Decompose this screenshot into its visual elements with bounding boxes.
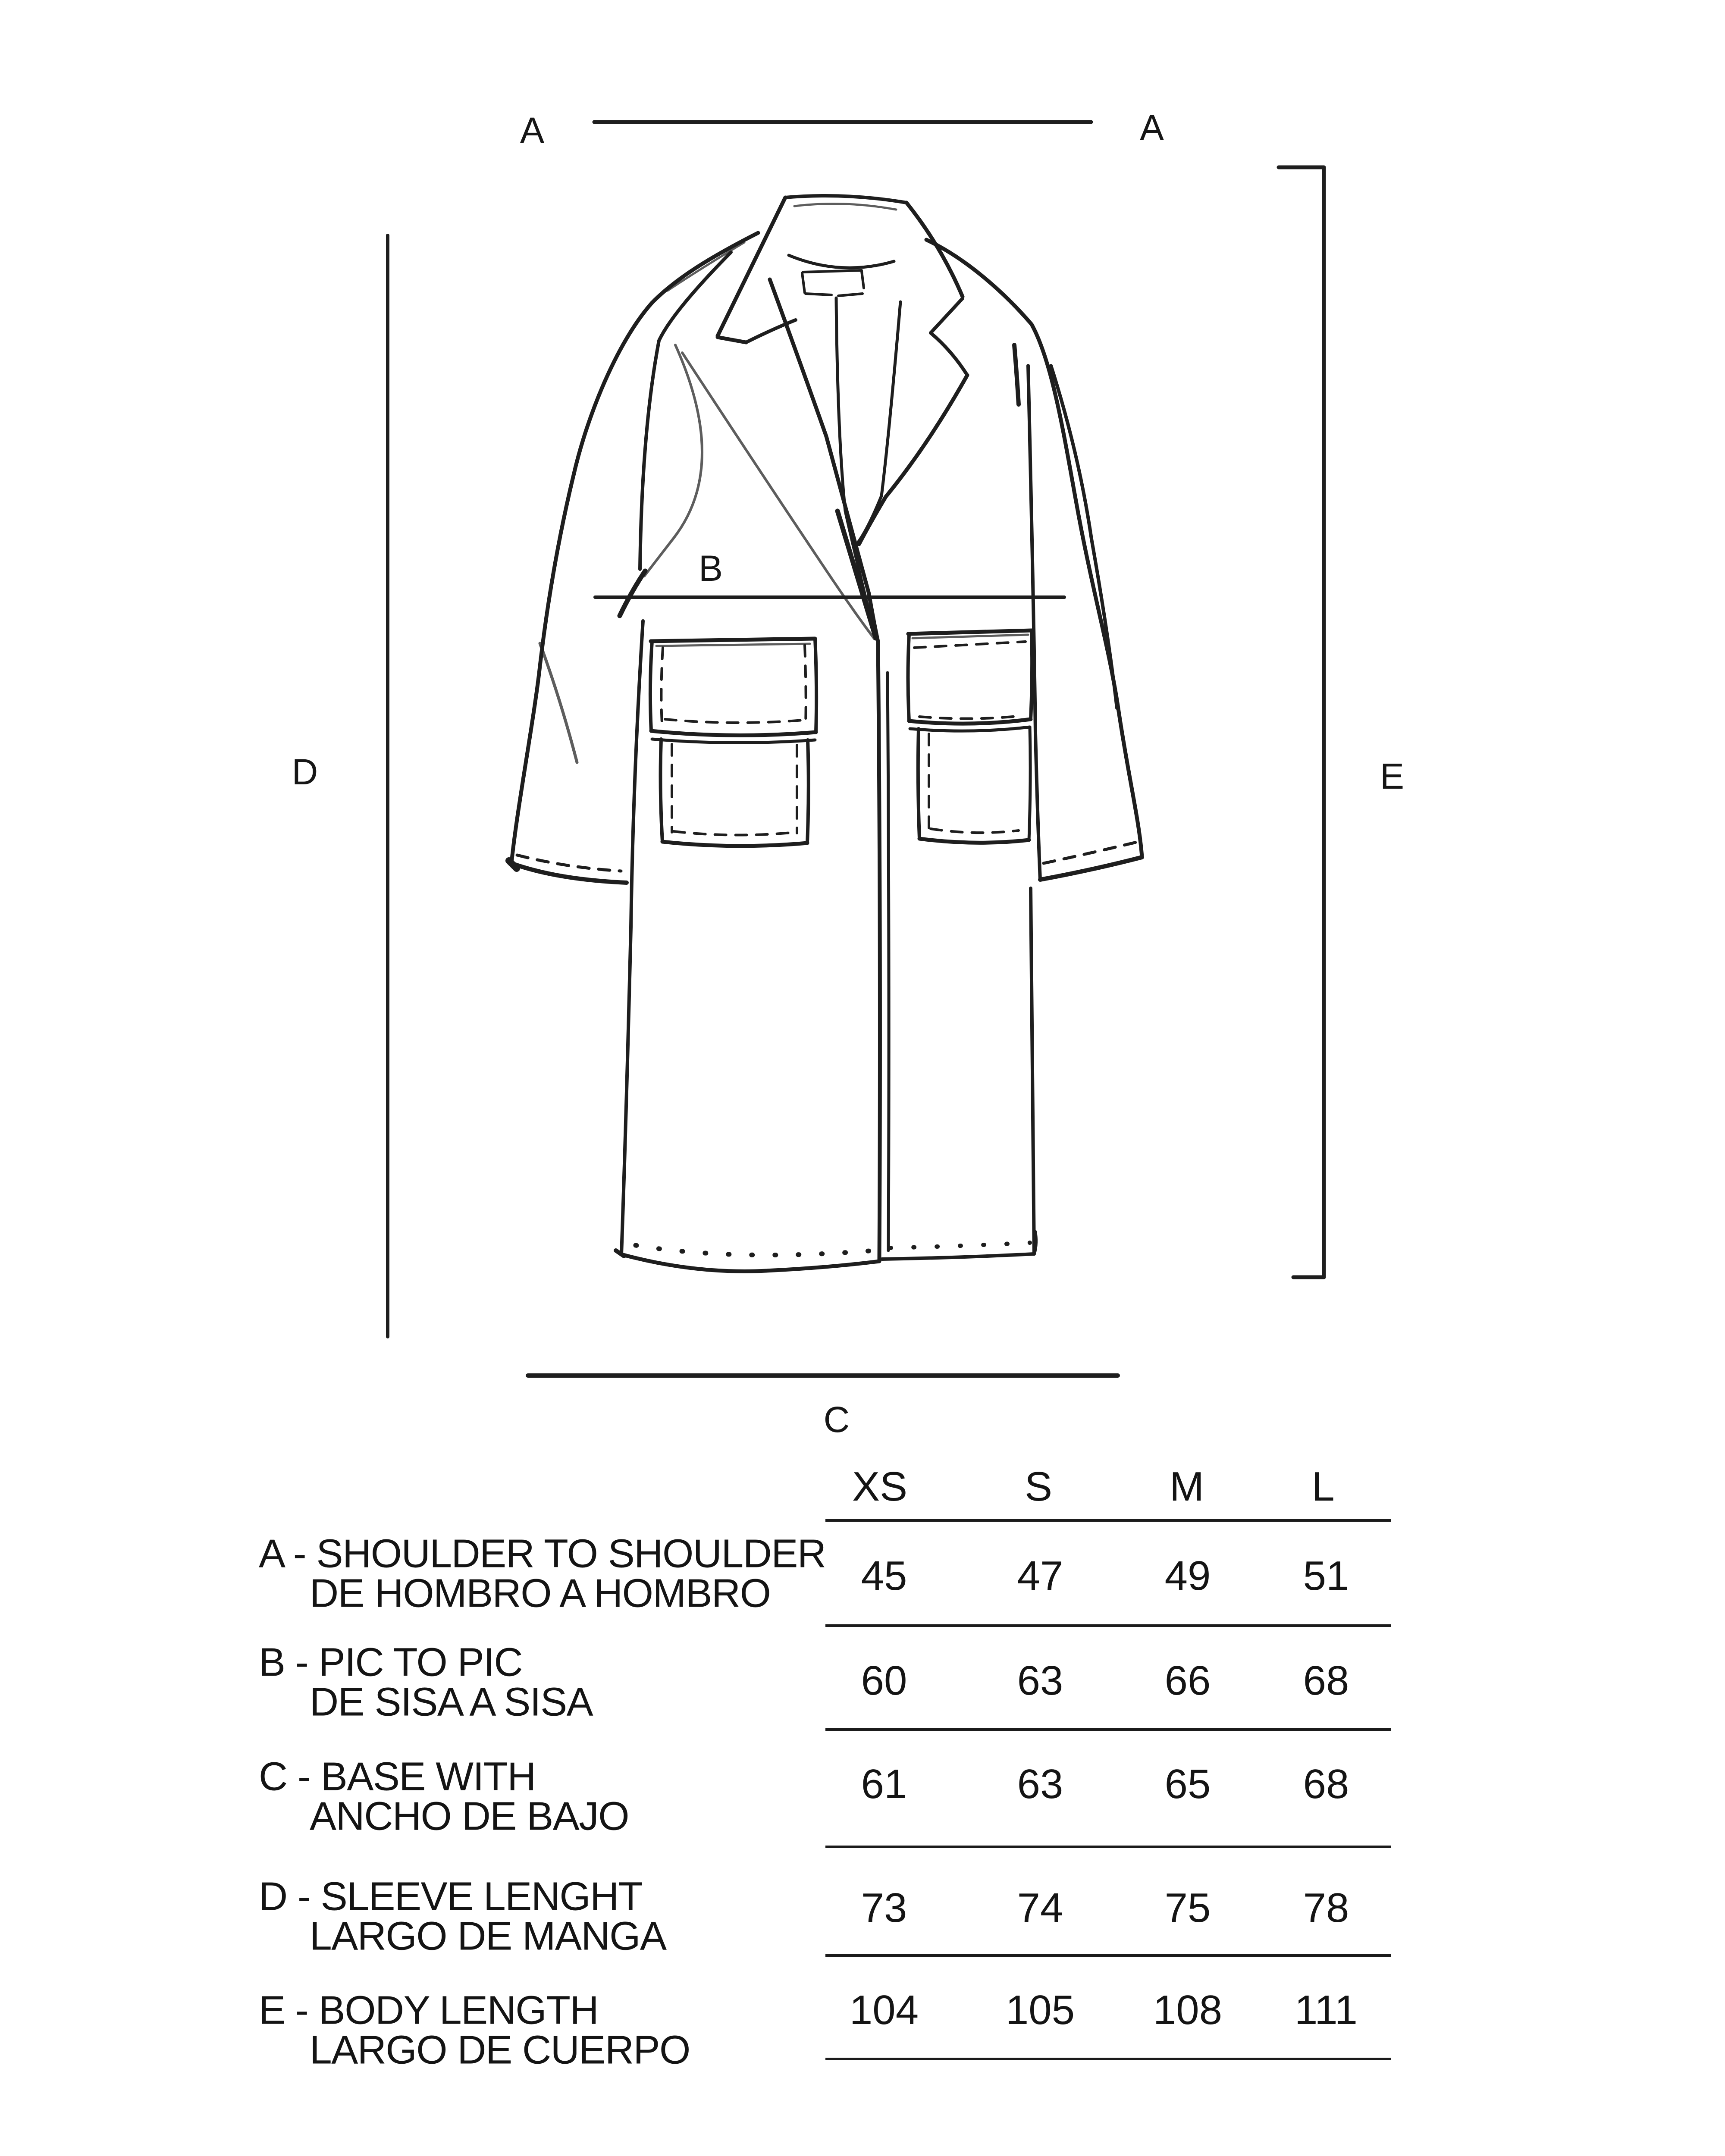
measurement-value: 47	[1017, 1553, 1063, 1599]
dim-label-b: B	[698, 548, 723, 589]
measurement-value: 49	[1164, 1553, 1211, 1599]
measurement-value: 66	[1164, 1658, 1211, 1704]
dim-label-d: D	[292, 752, 318, 792]
coat-body	[621, 252, 1034, 1254]
size-column-header-s: S	[1024, 1463, 1053, 1510]
measurement-value: 105	[1005, 1987, 1075, 2033]
dim-label-e: E	[1380, 756, 1405, 796]
size-column-header-xs: XS	[852, 1463, 908, 1510]
measurement-value: 104	[849, 1987, 919, 2033]
measurement-value: 78	[1303, 1885, 1349, 1931]
coat-left-pocket	[650, 639, 816, 846]
table-rule	[825, 2058, 1391, 2060]
measurement-label-en: A - SHOULDER TO SHOULDER	[259, 1531, 826, 1576]
measurement-label-es: LARGO DE MANGA	[310, 1913, 666, 1959]
coat-right-sleeve	[926, 240, 1142, 880]
measurement-value: 68	[1303, 1761, 1349, 1807]
measurement-value: 111	[1295, 1987, 1358, 2033]
coat-right-pocket	[908, 630, 1032, 843]
coat-hem	[616, 1232, 1036, 1271]
dim-label-c: C	[823, 1399, 850, 1440]
measurement-value: 60	[861, 1658, 907, 1704]
table-rule	[825, 1624, 1391, 1627]
coat-lapels	[682, 279, 967, 1261]
measurement-value: 74	[1017, 1885, 1063, 1931]
coat-collar	[718, 196, 963, 336]
measurement-label-es: DE SISA A SISA	[310, 1679, 593, 1724]
measurement-value: 45	[861, 1553, 907, 1599]
measurement-value: 108	[1153, 1987, 1223, 2033]
coat-brand-label	[802, 270, 864, 296]
measurement-label-es: DE HOMBRO A HOMBRO	[310, 1570, 771, 1616]
size-column-header-m: M	[1170, 1463, 1204, 1510]
table-rule	[825, 1954, 1391, 1957]
dim-label-a-right: A	[1139, 107, 1164, 148]
size-column-header-l: L	[1311, 1463, 1335, 1510]
measurement-label-es: LARGO DE CUERPO	[310, 2027, 690, 2072]
measurement-value: 61	[861, 1761, 907, 1807]
measurement-value: 63	[1017, 1761, 1063, 1807]
measurement-value: 51	[1303, 1553, 1349, 1599]
table-rule	[825, 1519, 1391, 1522]
measurement-label-en: C - BASE WITH	[259, 1754, 536, 1799]
measurement-value: 68	[1303, 1658, 1349, 1704]
measurement-label-en: E - BODY LENGTH	[259, 1987, 599, 2033]
measurement-label-en: B - PIC TO PIC	[259, 1639, 523, 1685]
measure-bracket-e	[1279, 167, 1324, 1277]
table-rule	[825, 1728, 1391, 1731]
measurement-value: 73	[861, 1885, 907, 1931]
dim-label-a-left: A	[520, 110, 545, 150]
measurement-value: 75	[1164, 1885, 1211, 1931]
measurement-value: 65	[1164, 1761, 1211, 1807]
table-rule	[825, 1846, 1391, 1848]
measurement-label-es: ANCHO DE BAJO	[310, 1793, 629, 1839]
measurement-value: 63	[1017, 1658, 1063, 1704]
measurement-label-en: D - SLEEVE LENGHT	[259, 1874, 643, 1919]
